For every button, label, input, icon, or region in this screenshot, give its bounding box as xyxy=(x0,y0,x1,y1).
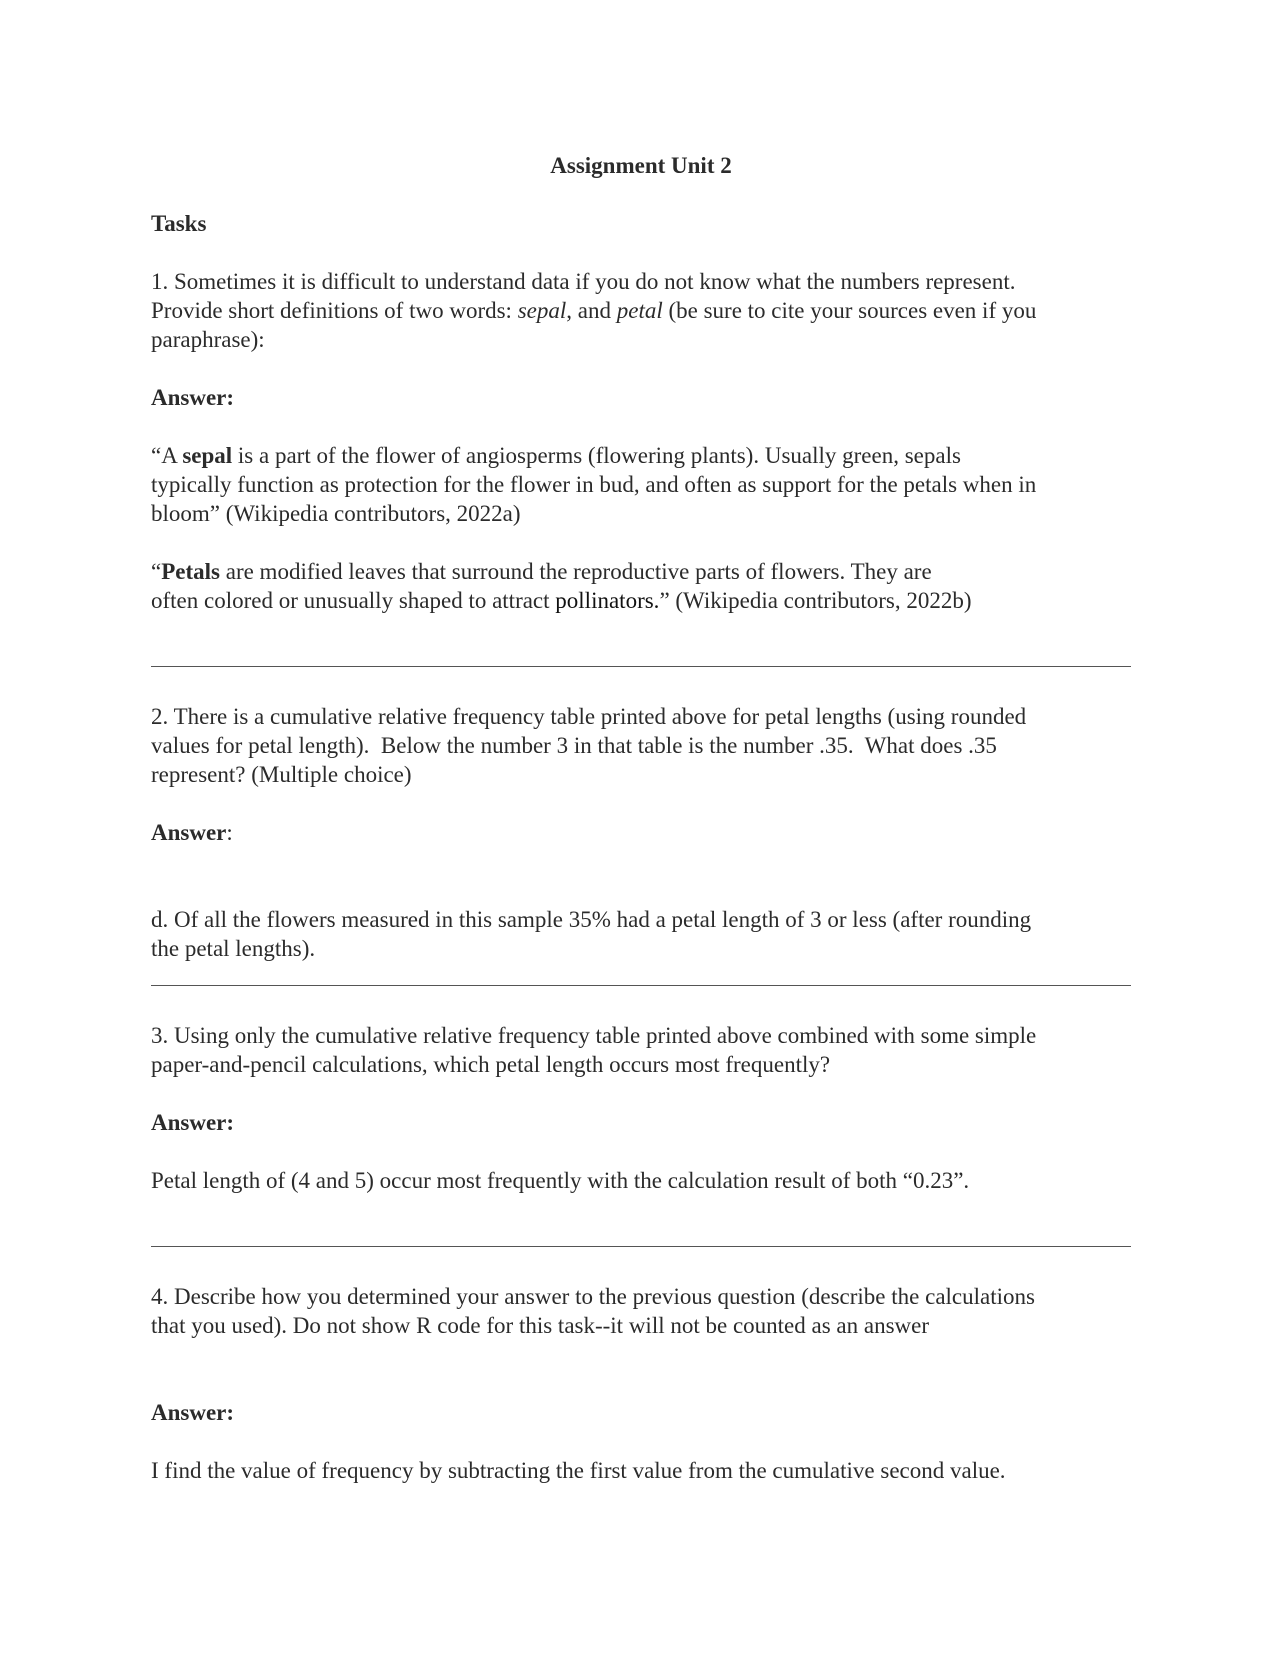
petals-definition-line-2: often colored or unusually shaped to attract pollinators.” (Wikipedia contributors, 2022b) xyxy=(151,588,972,613)
question-3-answer-label: Answer: xyxy=(151,1110,235,1135)
document-title: Assignment Unit 2 xyxy=(550,153,732,178)
question-1-line-2: Provide short definitions of two words: sepal, and petal (be sure to cite your sources even if you xyxy=(151,298,1037,323)
question-2-line-1: 2. There is a cumulative relative frequency table printed above for petal lengths (using rounded xyxy=(151,704,1027,729)
tasks-heading: Tasks xyxy=(151,211,207,236)
question-1-line-1: 1. Sometimes it is difficult to understand data if you do not know what the numbers represent. xyxy=(151,269,1016,294)
question-1 xyxy=(151,267,1131,354)
question-2 xyxy=(151,702,1131,789)
petals-definition xyxy=(151,557,1131,615)
petals-definition-line-1: “Petals are modified leaves that surround the reproductive parts of flowers. They are xyxy=(151,559,932,584)
term-sepal: sepal xyxy=(517,298,567,323)
question-4-answer-label: Answer: xyxy=(151,1400,235,1425)
question-4-line-2: that you used). Do not show R code for this task--it will not be counted as an answer xyxy=(151,1313,930,1338)
question-2-line-2: values for petal length). Below the number 3 in that table is the number .35. What does .35 xyxy=(151,733,997,758)
question-2-line-3: represent? (Multiple choice) xyxy=(151,762,412,787)
question-3-line-1: 3. Using only the cumulative relative frequency table printed above combined with some simple xyxy=(151,1023,1037,1048)
sepal-definition-line-3: bloom” (Wikipedia contributors, 2022a) xyxy=(151,501,521,526)
sepal-definition-line-1: “A sepal is a part of the flower of angiosperms (flowering plants). Usually green, sepals xyxy=(151,443,961,468)
question-4-line-1: 4. Describe how you determined your answer to the previous question (describe the calculations xyxy=(151,1284,1035,1309)
sepal-definition xyxy=(151,441,1131,528)
question-1-answer-label: Answer: xyxy=(151,385,235,410)
section-divider xyxy=(151,1246,1131,1247)
question-3-answer: Petal length of (4 and 5) occur most frequently with the calculation result of both “0.23”. xyxy=(151,1168,970,1193)
question-3 xyxy=(151,1021,1131,1079)
question-2-answer-line-1: d. Of all the flowers measured in this sample 35% had a petal length of 3 or less (after rounding xyxy=(151,907,1032,932)
question-2-answer-line-2: the petal lengths). xyxy=(151,936,316,961)
question-4-answer: I find the value of frequency by subtracting the first value from the cumulative second value. xyxy=(151,1458,1006,1483)
sepal-definition-line-2: typically function as protection for the flower in bud, and often as support for the petals when in xyxy=(151,472,1037,497)
question-4 xyxy=(151,1282,1131,1340)
question-2-answer-label: Answer: xyxy=(151,820,233,845)
section-divider xyxy=(151,666,1131,667)
question-2-answer xyxy=(151,905,1131,963)
term-petal: petal xyxy=(616,298,663,323)
section-divider xyxy=(151,985,1131,986)
question-3-line-2: paper-and-pencil calculations, which petal length occurs most frequently? xyxy=(151,1052,831,1077)
question-1-line-3: paraphrase): xyxy=(151,327,265,352)
